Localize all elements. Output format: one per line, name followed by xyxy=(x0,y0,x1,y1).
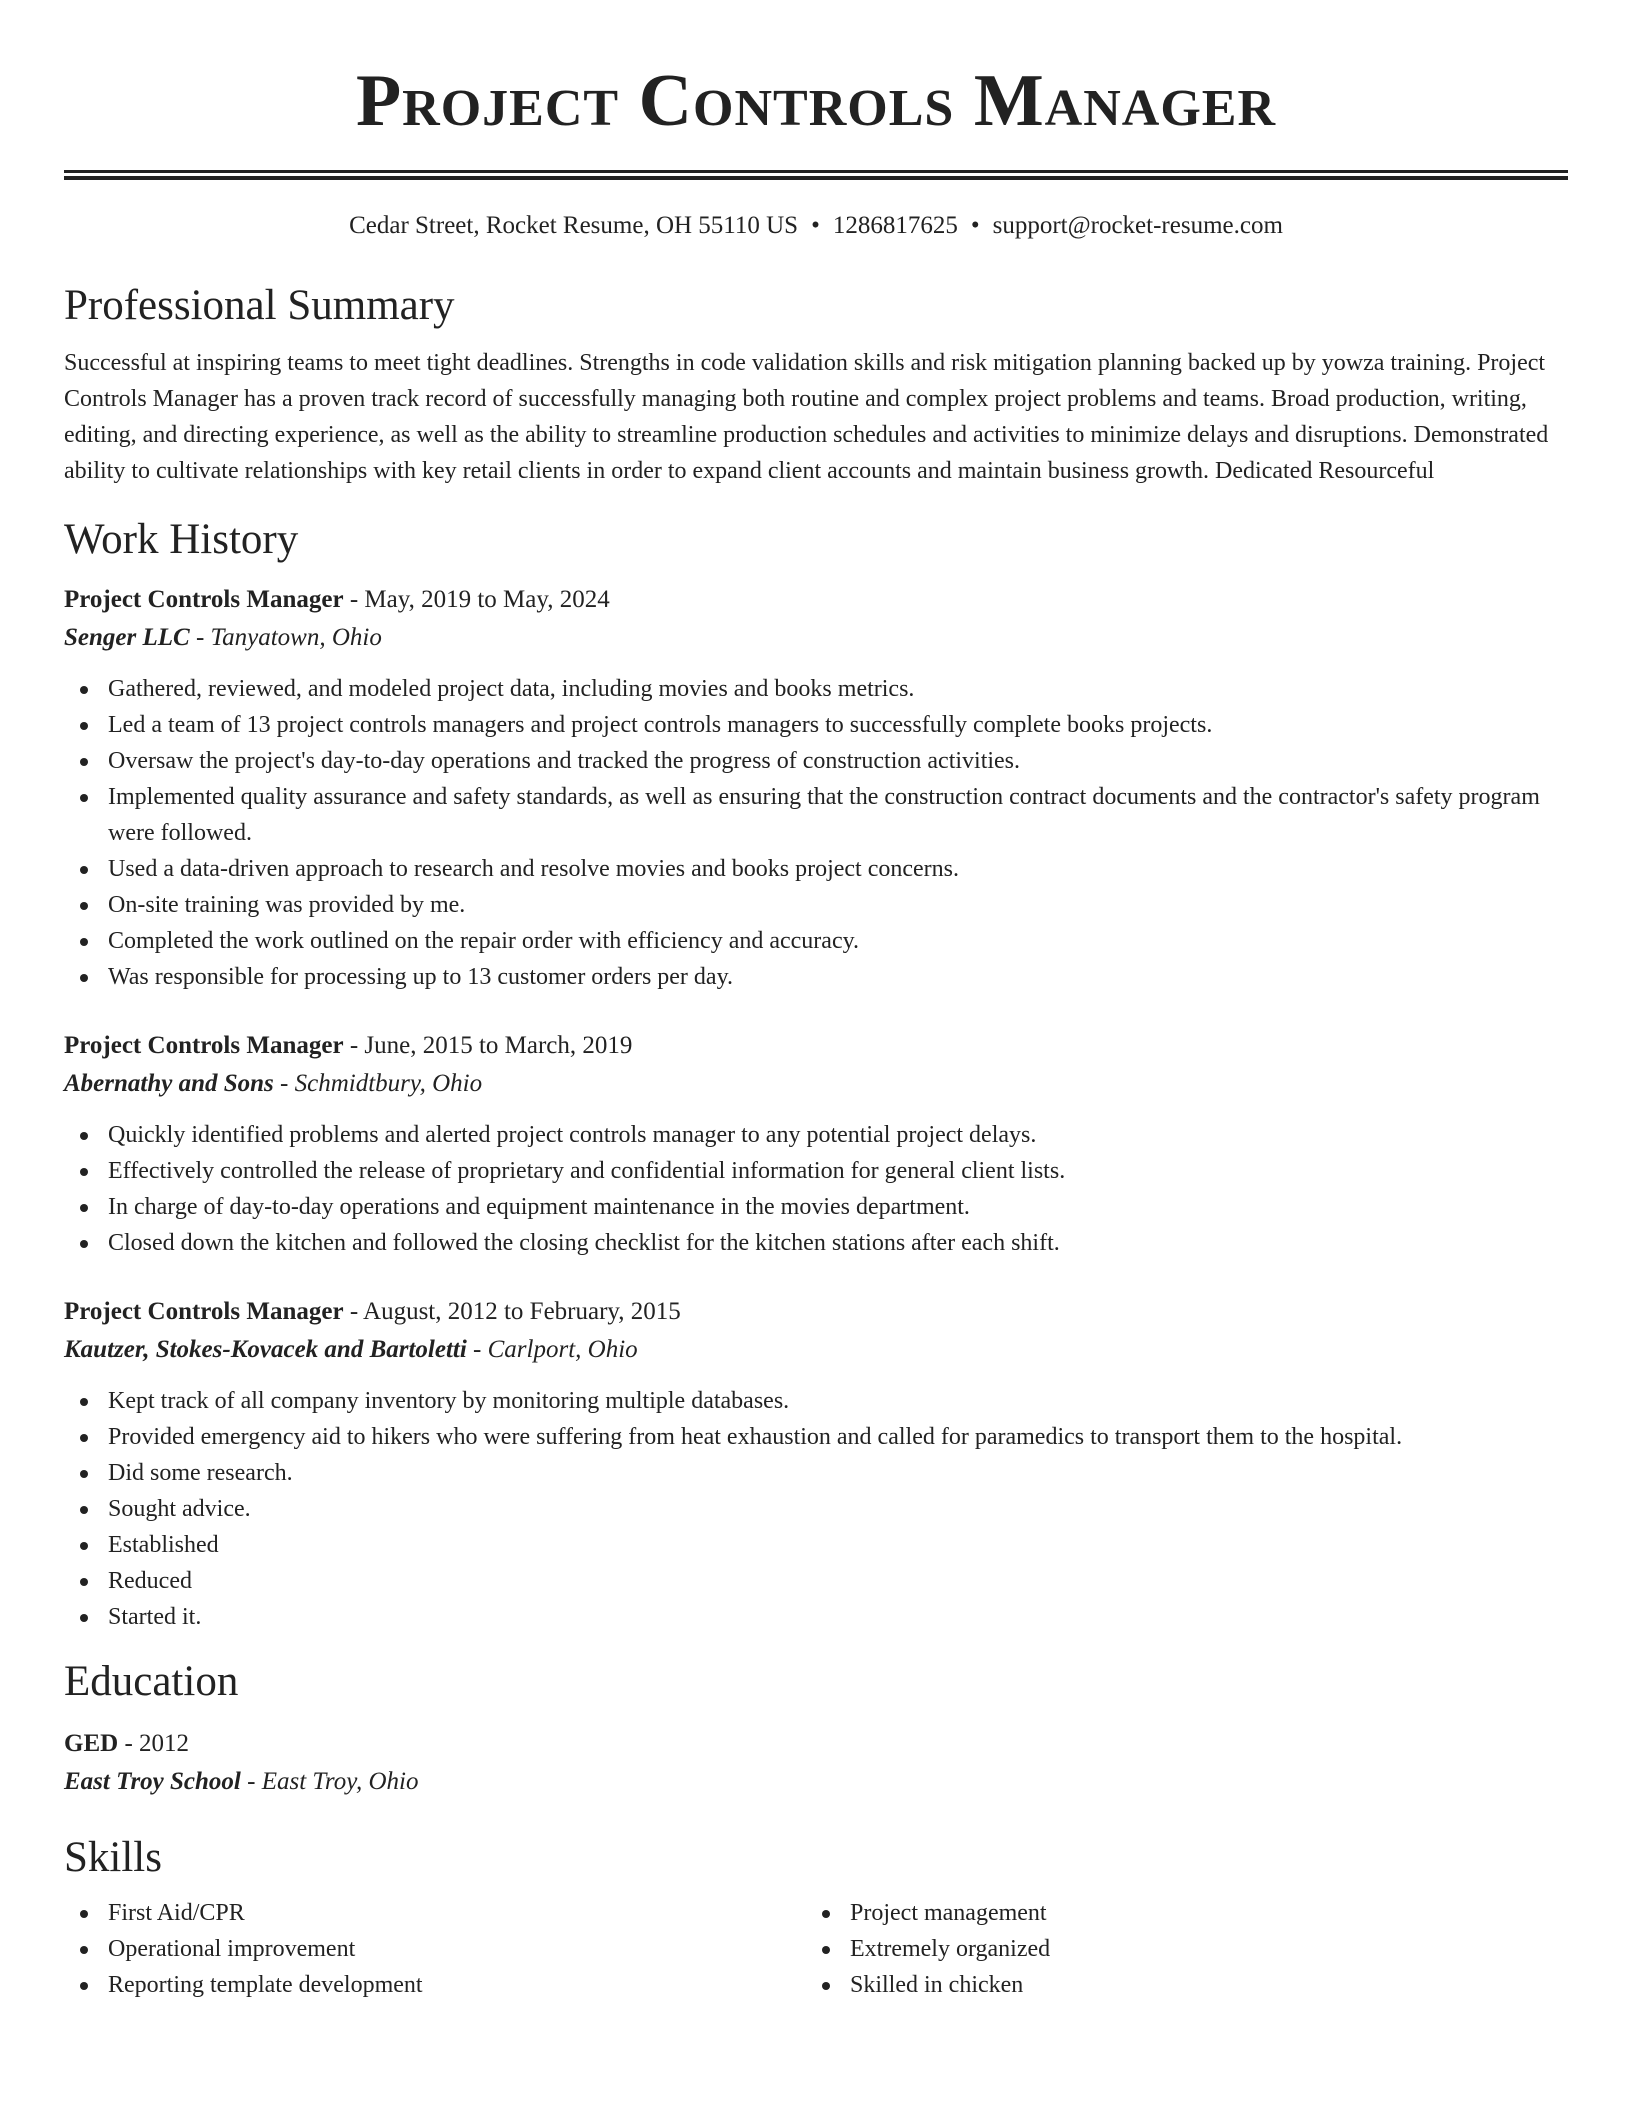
job-title-line xyxy=(64,1027,1568,1065)
company-name: Kautzer, Stokes-Kovacek and Bartoletti xyxy=(64,1336,467,1363)
skills-list-left xyxy=(64,1895,806,2003)
job-entry-2 xyxy=(64,1027,1568,1261)
skill-item: Skilled in chicken xyxy=(806,1967,1548,2003)
education-entry xyxy=(64,1725,1568,1801)
company-location: - Tanyatown, Ohio xyxy=(189,624,382,651)
company-line xyxy=(64,1065,1568,1103)
job-bullet: Sought advice. xyxy=(64,1491,1568,1527)
job-bullet: Implemented quality assurance and safety standards, as well as ensuring that the construction contract documents and the contractor's safety program were followed. xyxy=(64,779,1568,851)
job-bullet: Gathered, reviewed, and modeled project data, including movies and books metrics. xyxy=(64,671,1568,707)
skills-heading: Skills xyxy=(64,1834,162,1881)
job-title: Project Controls Manager xyxy=(64,1032,344,1059)
job-bullet: Kept track of all company inventory by monitoring multiple databases. xyxy=(64,1383,1568,1419)
job-title-line xyxy=(64,1293,1568,1331)
contact-address: Cedar Street, Rocket Resume, OH 55110 US xyxy=(349,212,799,239)
skill-item: Reporting template development xyxy=(64,1967,806,2003)
skill-item: First Aid/CPR xyxy=(64,1895,806,1931)
school-location: - East Troy, Ohio xyxy=(240,1768,419,1795)
job-bullet: Provided emergency aid to hikers who were suffering from heat exhaustion and called for paramedics to transport them to the hospital. xyxy=(64,1419,1568,1455)
school-name: East Troy School xyxy=(64,1768,241,1795)
job-dates: - August, 2012 to February, 2015 xyxy=(343,1298,681,1325)
job-bullet: Reduced xyxy=(64,1563,1568,1599)
job-bullet: Effectively controlled the release of proprietary and confidential information for general client lists. xyxy=(64,1153,1568,1189)
job-title: Project Controls Manager xyxy=(64,1298,344,1325)
job-title: Project Controls Manager xyxy=(64,586,344,613)
school-line xyxy=(64,1763,1568,1801)
job-bullet-list xyxy=(64,1383,1568,1635)
job-bullet: Led a team of 13 project controls managers and project controls managers to successfully complete books projects. xyxy=(64,707,1568,743)
job-entry-3 xyxy=(64,1293,1568,1635)
job-title-line xyxy=(64,581,1568,619)
company-location: - Schmidtbury, Ohio xyxy=(273,1070,483,1097)
job-bullet: Was responsible for processing up to 13 customer orders per day. xyxy=(64,959,1568,995)
company-name: Abernathy and Sons xyxy=(64,1070,274,1097)
contact-line xyxy=(64,211,1568,241)
company-name: Senger LLC xyxy=(64,624,190,651)
skill-item: Project management xyxy=(806,1895,1548,1931)
job-bullet: Used a data-driven approach to research and resolve movies and books project concerns. xyxy=(64,851,1568,887)
job-bullet-list xyxy=(64,671,1568,995)
summary-text: Successful at inspiring teams to meet tight deadlines. Strengths in code validation skills and risk mitigation planning backed up by yowza training. Project Controls Manager has a proven track record of successfully managing both routine and complex project problems and teams. Broad production, writing, editing, and directing experience, as well as the ability to streamline production schedules and activities to minimize delays and disruptions. Demonstrated ability to cultivate relationships with key retail clients in order to expand client accounts and maintain business growth. Dedicated Resourceful xyxy=(64,350,1549,484)
summary-heading: Professional Summary xyxy=(64,282,455,329)
company-location: - Carlport, Ohio xyxy=(466,1336,638,1363)
job-bullet: Completed the work outlined on the repair order with efficiency and accuracy. xyxy=(64,923,1568,959)
job-bullet: On-site training was provided by me. xyxy=(64,887,1568,923)
job-dates: - May, 2019 to May, 2024 xyxy=(343,586,610,613)
contact-email[interactable]: support@rocket-resume.com xyxy=(992,212,1283,239)
job-bullet: Quickly identified problems and alerted project controls manager to any potential project delays. xyxy=(64,1117,1568,1153)
contact-separator: • xyxy=(811,212,820,239)
job-bullet: Closed down the kitchen and followed the closing checklist for the kitchen stations after each shift. xyxy=(64,1225,1568,1261)
company-line xyxy=(64,1331,1568,1369)
job-bullet: Established xyxy=(64,1527,1568,1563)
job-bullet: In charge of day-to-day operations and equipment maintenance in the movies department. xyxy=(64,1189,1568,1225)
degree-line xyxy=(64,1725,1568,1763)
skills-list-right xyxy=(806,1895,1548,2003)
degree: GED xyxy=(64,1730,119,1757)
job-bullet: Oversaw the project's day-to-day operations and tracked the progress of construction activities. xyxy=(64,743,1568,779)
contact-phone: 1286817625 xyxy=(832,212,958,239)
job-entry-1 xyxy=(64,581,1568,995)
title-divider xyxy=(64,170,1568,180)
job-bullet: Did some research. xyxy=(64,1455,1568,1491)
resume-title: Project Controls Manager xyxy=(355,60,1277,142)
skill-item: Extremely organized xyxy=(806,1931,1548,1967)
degree-year: - 2012 xyxy=(118,1730,190,1757)
job-bullet: Started it. xyxy=(64,1599,1568,1635)
job-bullet-list xyxy=(64,1117,1568,1261)
work-history-heading: Work History xyxy=(64,516,299,563)
skills-grid xyxy=(64,1895,1568,2003)
education-heading: Education xyxy=(64,1658,239,1705)
contact-separator: • xyxy=(970,212,980,239)
company-line xyxy=(64,619,1568,657)
skill-item: Operational improvement xyxy=(64,1931,806,1967)
job-dates: - June, 2015 to March, 2019 xyxy=(343,1032,633,1059)
